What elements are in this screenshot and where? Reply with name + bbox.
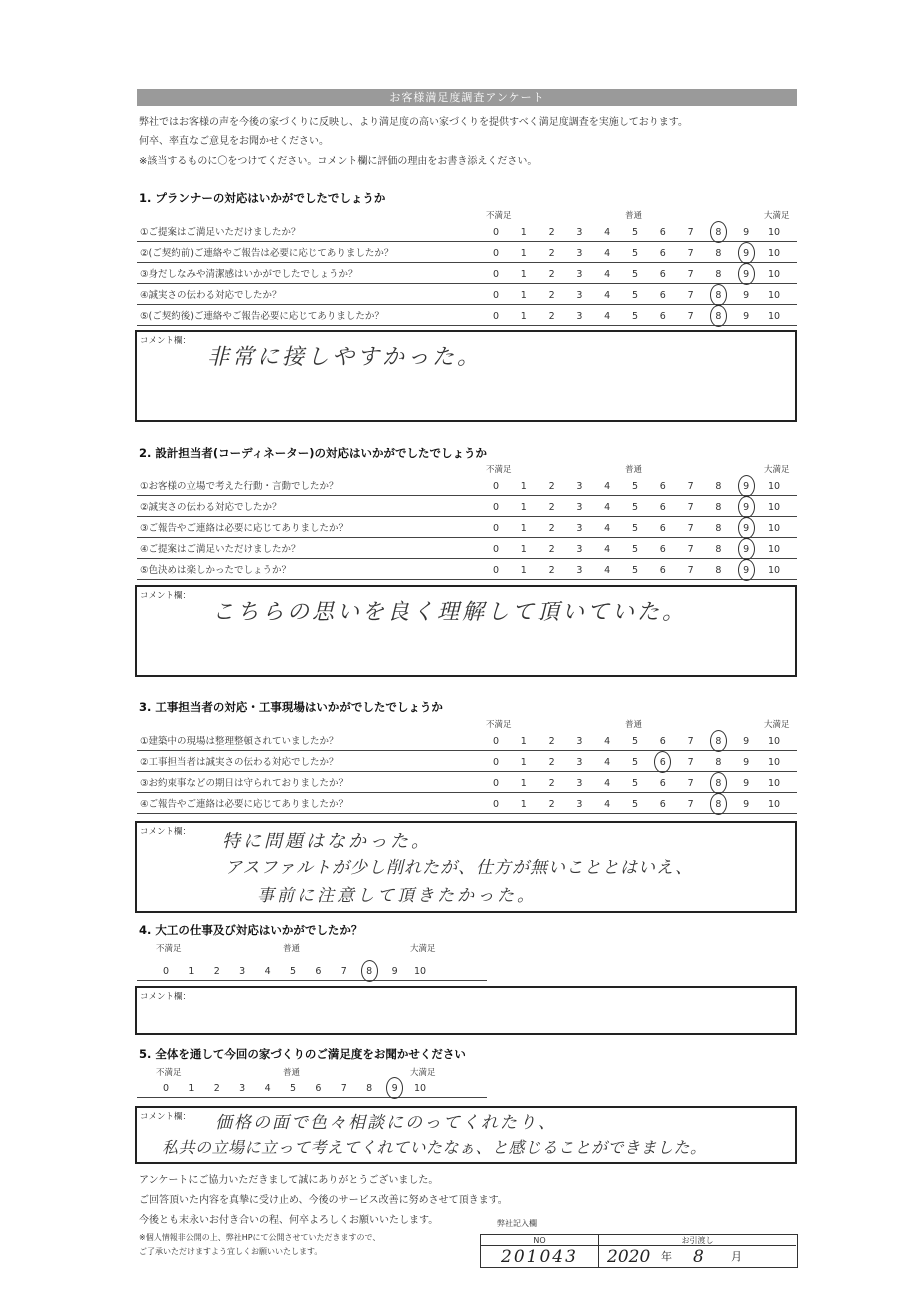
section-3-title: 3. 工事担当者の対応・工事現場はいかがでしたでしょうか: [139, 700, 443, 714]
section-4-rating-option-10[interactable]: 10: [413, 966, 427, 977]
footer-note-1: ※個人情報非公開の上、弊社HPにて公開させていただきますので、: [139, 1233, 381, 1242]
section-3-scale-low-label: 不満足: [486, 720, 512, 730]
rating-option-7[interactable]: 7: [687, 248, 694, 259]
comment-label: コメント欄：: [140, 591, 192, 601]
rating-selected-circle: [738, 475, 755, 497]
section-1-question-row: [137, 284, 797, 305]
section-3-comment-box: [135, 821, 797, 913]
rating-option-8[interactable]: 8: [715, 565, 722, 576]
rating-selected-circle: [738, 242, 755, 264]
rating-option-5[interactable]: 5: [631, 736, 639, 747]
rating-option-6[interactable]: 6: [659, 269, 666, 280]
section-3-question-row: [137, 751, 797, 772]
question-text: ③お約束事などの期日は守られておりましたか？: [140, 778, 349, 789]
rating-option-10[interactable]: 10: [767, 502, 781, 513]
footer-line-2: ご回答頂いた内容を真摯に受け止め、今後のサービス改善に努めさせて頂きます。: [139, 1195, 508, 1206]
rating-option-2[interactable]: 2: [548, 248, 555, 259]
rating-option-8[interactable]: 8: [715, 248, 722, 259]
rating-option-5[interactable]: 5: [631, 523, 639, 534]
question-text: ③身だしなみや清潔感はいかがでしたでしょうか？: [140, 269, 358, 280]
rating-option-0[interactable]: 0: [492, 502, 500, 513]
rating-option-6[interactable]: 6: [659, 502, 666, 513]
rating-option-4[interactable]: 4: [604, 481, 611, 492]
rating-option-1[interactable]: 1: [520, 757, 527, 768]
rating-option-1[interactable]: 1: [520, 799, 527, 810]
rating-option-0[interactable]: 0: [492, 248, 500, 259]
rating-option-7[interactable]: 7: [687, 290, 694, 301]
section-4-rating-option-1[interactable]: 1: [188, 966, 195, 977]
handover-year: 2020: [607, 1247, 651, 1267]
rating-option-0[interactable]: 0: [492, 523, 500, 534]
rating-option-10[interactable]: 10: [767, 290, 781, 301]
rating-option-5[interactable]: 5: [631, 311, 639, 322]
question-text: ④ご報告やご連絡は必要に応じてありましたか？: [140, 799, 349, 810]
rating-option-9[interactable]: 9: [743, 502, 750, 513]
rating-option-10[interactable]: 10: [767, 565, 781, 576]
rating-option-5[interactable]: 5: [631, 778, 639, 789]
rating-option-9[interactable]: 9: [743, 227, 750, 238]
section-5-comment-line-1: 価格の面で色々相談にのってくれたり、: [215, 1113, 557, 1133]
rating-option-1[interactable]: 1: [520, 523, 527, 534]
rating-option-2[interactable]: 2: [548, 736, 555, 747]
rating-selected-circle: [710, 772, 727, 794]
comment-label: コメント欄：: [140, 336, 192, 346]
rating-option-7[interactable]: 7: [687, 778, 694, 789]
section-2-question-row: [137, 475, 797, 496]
section-3-scale-mid-label: 普通: [625, 720, 643, 730]
rating-option-8[interactable]: 8: [715, 799, 722, 810]
rating-option-10[interactable]: 10: [767, 523, 781, 534]
section-5-rating-row: [137, 1078, 487, 1098]
rating-option-2[interactable]: 2: [548, 757, 555, 768]
rating-option-7[interactable]: 7: [687, 736, 694, 747]
rating-option-10[interactable]: 10: [767, 481, 781, 492]
section-4-rating-selected-circle: [361, 960, 378, 982]
rating-option-3[interactable]: 3: [576, 544, 583, 555]
section-4-rating-option-2[interactable]: 2: [213, 966, 220, 977]
rating-option-8[interactable]: 8: [715, 502, 722, 513]
rating-option-1[interactable]: 1: [520, 311, 527, 322]
question-text: ②(ご契約前)ご連絡やご報告は必要に応じてありましたか？: [140, 248, 394, 259]
rating-option-10[interactable]: 10: [767, 778, 781, 789]
rating-option-9[interactable]: 9: [743, 523, 750, 534]
survey-title: お客様満足度調査アンケート: [137, 89, 797, 106]
section-3-question-row: [137, 793, 797, 814]
rating-option-2[interactable]: 2: [548, 311, 555, 322]
section-5-rating-option-2[interactable]: 2: [213, 1083, 220, 1094]
rating-option-5[interactable]: 5: [631, 481, 639, 492]
rating-option-1[interactable]: 1: [520, 502, 527, 513]
section-4-rating-row: [137, 961, 487, 981]
rating-option-8[interactable]: 8: [715, 736, 722, 747]
section-4-scale-mid-label: 普通: [283, 944, 301, 954]
section-5-scale-high-label: 大満足: [410, 1068, 436, 1078]
rating-option-8[interactable]: 8: [715, 290, 722, 301]
rating-option-6[interactable]: 6: [659, 778, 666, 789]
rating-option-8[interactable]: 8: [715, 269, 722, 280]
rating-option-9[interactable]: 9: [743, 481, 750, 492]
rating-selected-circle: [710, 305, 727, 327]
rating-option-2[interactable]: 2: [548, 227, 555, 238]
section-3-scale-high-label: 大満足: [764, 720, 790, 730]
rating-option-9[interactable]: 9: [743, 736, 750, 747]
office-use-title: 弊社記入欄: [497, 1219, 537, 1228]
rating-option-10[interactable]: 10: [767, 269, 781, 280]
rating-option-0[interactable]: 0: [492, 544, 500, 555]
rating-option-7[interactable]: 7: [687, 757, 694, 768]
section-5-comment-box: [135, 1106, 797, 1164]
rating-option-3[interactable]: 3: [576, 311, 583, 322]
rating-option-1[interactable]: 1: [520, 778, 527, 789]
rating-option-9[interactable]: 9: [743, 778, 750, 789]
section-3-question-row: [137, 730, 797, 751]
section-4-rating-option-8[interactable]: 8: [366, 966, 373, 977]
rating-selected-circle: [738, 263, 755, 285]
rating-selected-circle: [738, 517, 755, 539]
office-no-label: NO: [481, 1235, 599, 1246]
rating-option-0[interactable]: 0: [492, 481, 500, 492]
rating-option-9[interactable]: 9: [743, 544, 750, 555]
rating-option-3[interactable]: 3: [576, 799, 583, 810]
rating-option-9[interactable]: 9: [743, 269, 750, 280]
section-1-title: 1. プランナーの対応はいかがでしたでしょうか: [139, 191, 386, 205]
rating-option-5[interactable]: 5: [631, 502, 639, 513]
section-2-title: 2. 設計担当者(コーディネーター)の対応はいかがでしたでしょうか: [139, 446, 487, 460]
rating-option-7[interactable]: 7: [687, 269, 694, 280]
rating-option-5[interactable]: 5: [631, 269, 639, 280]
rating-option-0[interactable]: 0: [492, 290, 500, 301]
section-1-comment-line-1: 非常に接しやすかった。: [207, 345, 483, 370]
rating-option-8[interactable]: 8: [715, 757, 722, 768]
rating-option-7[interactable]: 7: [687, 523, 694, 534]
section-5-rating-option-4[interactable]: 4: [264, 1083, 271, 1094]
rating-option-5[interactable]: 5: [631, 757, 639, 768]
rating-option-3[interactable]: 3: [576, 523, 583, 534]
section-4-rating-option-9[interactable]: 9: [391, 966, 398, 977]
rating-option-6[interactable]: 6: [659, 523, 666, 534]
rating-option-3[interactable]: 3: [576, 227, 583, 238]
rating-option-6[interactable]: 6: [659, 311, 666, 322]
rating-option-7[interactable]: 7: [687, 481, 694, 492]
rating-option-0[interactable]: 0: [492, 757, 500, 768]
rating-option-3[interactable]: 3: [576, 757, 583, 768]
rating-option-8[interactable]: 8: [715, 481, 722, 492]
rating-option-0[interactable]: 0: [492, 736, 500, 747]
rating-option-3[interactable]: 3: [576, 778, 583, 789]
section-5-rating-option-0[interactable]: 0: [162, 1083, 170, 1094]
rating-option-3[interactable]: 3: [576, 269, 583, 280]
rating-selected-circle: [738, 538, 755, 560]
rating-option-4[interactable]: 4: [604, 311, 611, 322]
rating-option-9[interactable]: 9: [743, 248, 750, 259]
rating-option-5[interactable]: 5: [631, 290, 639, 301]
section-2-scale-mid-label: 普通: [625, 465, 643, 475]
handover-month-unit: 月: [731, 1250, 742, 1263]
section-1-scale-low-label: 不満足: [486, 211, 512, 221]
rating-option-3[interactable]: 3: [576, 481, 583, 492]
section-1-question-row: [137, 242, 797, 263]
rating-option-0[interactable]: 0: [492, 799, 500, 810]
rating-option-4[interactable]: 4: [604, 565, 611, 576]
rating-option-2[interactable]: 2: [548, 565, 555, 576]
comment-label: コメント欄：: [140, 827, 192, 837]
rating-option-1[interactable]: 1: [520, 227, 527, 238]
rating-selected-circle: [710, 793, 727, 815]
comment-label: コメント欄：: [140, 992, 192, 1002]
rating-option-4[interactable]: 4: [604, 544, 611, 555]
rating-option-7[interactable]: 7: [687, 311, 694, 322]
handover-year-unit: 年: [661, 1250, 672, 1263]
rating-option-10[interactable]: 10: [767, 544, 781, 555]
section-4-rating-option-3[interactable]: 3: [239, 966, 246, 977]
rating-option-1[interactable]: 1: [520, 544, 527, 555]
rating-option-1[interactable]: 1: [520, 248, 527, 259]
office-no-value: 201043: [481, 1246, 599, 1268]
rating-option-2[interactable]: 2: [548, 269, 555, 280]
rating-option-0[interactable]: 0: [492, 778, 500, 789]
rating-selected-circle: [710, 730, 727, 752]
rating-option-6[interactable]: 6: [659, 736, 666, 747]
rating-option-7[interactable]: 7: [687, 227, 694, 238]
question-text: ①ご提案はご満足いただけましたか？: [140, 227, 301, 238]
question-text: ⑤色決めは楽しかったでしょうか？: [140, 565, 292, 576]
rating-option-1[interactable]: 1: [520, 269, 527, 280]
rating-option-8[interactable]: 8: [715, 544, 722, 555]
rating-option-6[interactable]: 6: [659, 227, 666, 238]
rating-option-4[interactable]: 4: [604, 736, 611, 747]
rating-option-8[interactable]: 8: [715, 778, 722, 789]
question-text: ⑤(ご契約後)ご連絡やご報告必要に応じてありましたか？: [140, 311, 384, 322]
section-5-rating-option-10[interactable]: 10: [413, 1083, 427, 1094]
section-3-comment-line-2: アスファルトが少し削れたが、仕方が無いこととはいえ、: [225, 858, 693, 878]
footer-line-3: 今後とも末永いお付き合いの程、何卒よろしくお願いいたします。: [139, 1215, 439, 1226]
rating-option-4[interactable]: 4: [604, 778, 611, 789]
rating-option-10[interactable]: 10: [767, 757, 781, 768]
section-1-scale-high-label: 大満足: [764, 211, 790, 221]
rating-selected-circle: [710, 221, 727, 243]
rating-option-3[interactable]: 3: [576, 290, 583, 301]
rating-option-9[interactable]: 9: [743, 290, 750, 301]
section-5-comment-line-2: 私共の立場に立って考えてくれていたなぁ、と感じることができました。: [162, 1138, 707, 1157]
rating-option-5[interactable]: 5: [631, 799, 639, 810]
rating-option-5[interactable]: 5: [631, 227, 639, 238]
section-5-title: 5. 全体を通して今回の家づくりのご満足度をお聞かせください: [139, 1047, 466, 1061]
footer-line-1: アンケートにご協力いただきまして誠にありがとうございました。: [139, 1175, 439, 1186]
question-text: ④誠実さの伝わる対応でしたか？: [140, 290, 282, 301]
rating-option-7[interactable]: 7: [687, 799, 694, 810]
section-5-rating-option-6[interactable]: 6: [315, 1083, 322, 1094]
rating-option-8[interactable]: 8: [715, 227, 722, 238]
rating-option-2[interactable]: 2: [548, 290, 555, 301]
rating-option-8[interactable]: 8: [715, 523, 722, 534]
section-2-comment-box: [135, 585, 797, 677]
section-5-rating-option-7[interactable]: 7: [340, 1083, 347, 1094]
section-2-question-row: [137, 538, 797, 559]
section-2-comment-line-1: こちらの思いを良く理解して頂いていた。: [212, 600, 688, 625]
rating-option-6[interactable]: 6: [659, 757, 666, 768]
rating-selected-circle: [710, 284, 727, 306]
rating-option-6[interactable]: 6: [659, 290, 666, 301]
rating-option-6[interactable]: 6: [659, 248, 666, 259]
section-5-rating-option-8[interactable]: 8: [366, 1083, 373, 1094]
question-text: ④ご提案はご満足いただけましたか？: [140, 544, 301, 555]
rating-option-6[interactable]: 6: [659, 799, 666, 810]
question-text: ③ご報告やご連絡は必要に応じてありましたか？: [140, 523, 349, 534]
section-1-comment-box: [135, 330, 797, 422]
rating-option-1[interactable]: 1: [520, 736, 527, 747]
section-4-rating-option-5[interactable]: 5: [289, 966, 297, 977]
rating-option-9[interactable]: 9: [743, 565, 750, 576]
section-3-comment-line-1: 特に問題はなかった。: [222, 831, 432, 852]
section-2-question-row: [137, 517, 797, 538]
rating-option-0[interactable]: 0: [492, 311, 500, 322]
section-2-question-row: [137, 496, 797, 517]
section-5-scale-low-label: 不満足: [156, 1068, 182, 1078]
section-5-rating-selected-circle: [386, 1077, 403, 1099]
rating-option-5[interactable]: 5: [631, 565, 639, 576]
rating-option-3[interactable]: 3: [576, 565, 583, 576]
rating-option-2[interactable]: 2: [548, 799, 555, 810]
rating-option-2[interactable]: 2: [548, 502, 555, 513]
intro-line-1: 弊社ではお客様の声を今後の家づくりに反映し、より満足度の高い家づくりを提供すべく満足度調査を実施しております。: [139, 117, 688, 128]
rating-option-2[interactable]: 2: [548, 544, 555, 555]
rating-option-8[interactable]: 8: [715, 311, 722, 322]
section-4-comment-box: [135, 986, 797, 1035]
section-4-rating-option-0[interactable]: 0: [162, 966, 170, 977]
section-5-rating-option-5[interactable]: 5: [289, 1083, 297, 1094]
rating-option-4[interactable]: 4: [604, 799, 611, 810]
section-4-rating-option-4[interactable]: 4: [264, 966, 271, 977]
rating-option-6[interactable]: 6: [659, 565, 666, 576]
section-1-question-row: [137, 221, 797, 242]
rating-option-4[interactable]: 4: [604, 227, 611, 238]
section-5-rating-option-1[interactable]: 1: [188, 1083, 195, 1094]
rating-option-6[interactable]: 6: [659, 544, 666, 555]
rating-option-4[interactable]: 4: [604, 290, 611, 301]
rating-option-9[interactable]: 9: [743, 311, 750, 322]
section-1-scale-mid-label: 普通: [625, 211, 643, 221]
question-text: ①建築中の現場は整理整頓されていましたか？: [140, 736, 339, 747]
rating-option-2[interactable]: 2: [548, 523, 555, 534]
rating-option-0[interactable]: 0: [492, 565, 500, 576]
rating-option-2[interactable]: 2: [548, 481, 555, 492]
rating-option-0[interactable]: 0: [492, 227, 500, 238]
rating-option-1[interactable]: 1: [520, 565, 527, 576]
section-4-scale-high-label: 大満足: [410, 944, 436, 954]
rating-option-7[interactable]: 7: [687, 544, 694, 555]
section-2-scale-low-label: 不満足: [486, 465, 512, 475]
rating-option-2[interactable]: 2: [548, 778, 555, 789]
rating-option-7[interactable]: 7: [687, 502, 694, 513]
rating-option-9[interactable]: 9: [743, 757, 750, 768]
rating-option-6[interactable]: 6: [659, 481, 666, 492]
rating-option-5[interactable]: 5: [631, 248, 639, 259]
section-4-rating-option-6[interactable]: 6: [315, 966, 322, 977]
rating-option-4[interactable]: 4: [604, 757, 611, 768]
section-3-question-row: [137, 772, 797, 793]
question-text: ②工事担当者は誠実さの伝わる対応でしたか？: [140, 757, 339, 768]
rating-option-4[interactable]: 4: [604, 502, 611, 513]
section-2-question-row: [137, 559, 797, 580]
rating-option-4[interactable]: 4: [604, 269, 611, 280]
rating-option-3[interactable]: 3: [576, 502, 583, 513]
rating-selected-circle: [738, 496, 755, 518]
rating-option-5[interactable]: 5: [631, 544, 639, 555]
section-1-question-row: [137, 263, 797, 284]
intro-line-2: 何卒、率直なご意見をお聞かせください。: [139, 136, 329, 147]
office-use-box: [480, 1234, 798, 1268]
rating-option-1[interactable]: 1: [520, 481, 527, 492]
rating-option-9[interactable]: 9: [743, 799, 750, 810]
rating-option-4[interactable]: 4: [604, 523, 611, 534]
question-text: ①お客様の立場で考えた行動・言動でしたか？: [140, 481, 339, 492]
comment-label: コメント欄：: [140, 1112, 192, 1122]
rating-option-3[interactable]: 3: [576, 736, 583, 747]
section-2-scale-high-label: 大満足: [764, 465, 790, 475]
rating-selected-circle: [738, 559, 755, 581]
handover-month: 8: [693, 1247, 704, 1267]
rating-option-7[interactable]: 7: [687, 565, 694, 576]
section-5-rating-option-9[interactable]: 9: [391, 1083, 398, 1094]
rating-option-10[interactable]: 10: [767, 248, 781, 259]
rating-option-0[interactable]: 0: [492, 269, 500, 280]
section-4-title: 4. 大工の仕事及び対応はいかがでしたか？: [139, 923, 363, 937]
section-5-scale-mid-label: 普通: [283, 1068, 301, 1078]
rating-option-10[interactable]: 10: [767, 736, 781, 747]
office-handover-label: お引渡し: [599, 1235, 796, 1246]
section-4-rating-option-7[interactable]: 7: [340, 966, 347, 977]
rating-option-10[interactable]: 10: [767, 311, 781, 322]
rating-option-4[interactable]: 4: [604, 248, 611, 259]
section-5-rating-option-3[interactable]: 3: [239, 1083, 246, 1094]
rating-option-10[interactable]: 10: [767, 799, 781, 810]
section-3-comment-line-3: 事前に注意して頂きたかった。: [257, 886, 537, 906]
footer-note-2: ご了承いただけますよう宜しくお願いいたします。: [139, 1247, 323, 1256]
section-4-scale-low-label: 不満足: [156, 944, 182, 954]
rating-selected-circle: [654, 751, 671, 773]
question-text: ②誠実さの伝わる対応でしたか？: [140, 502, 282, 513]
intro-line-3: ※該当するものに〇をつけてください。コメント欄に評価の理由をお書き添えください。: [139, 156, 538, 167]
rating-option-10[interactable]: 10: [767, 227, 781, 238]
section-1-question-row: [137, 305, 797, 326]
rating-option-1[interactable]: 1: [520, 290, 527, 301]
rating-option-3[interactable]: 3: [576, 248, 583, 259]
